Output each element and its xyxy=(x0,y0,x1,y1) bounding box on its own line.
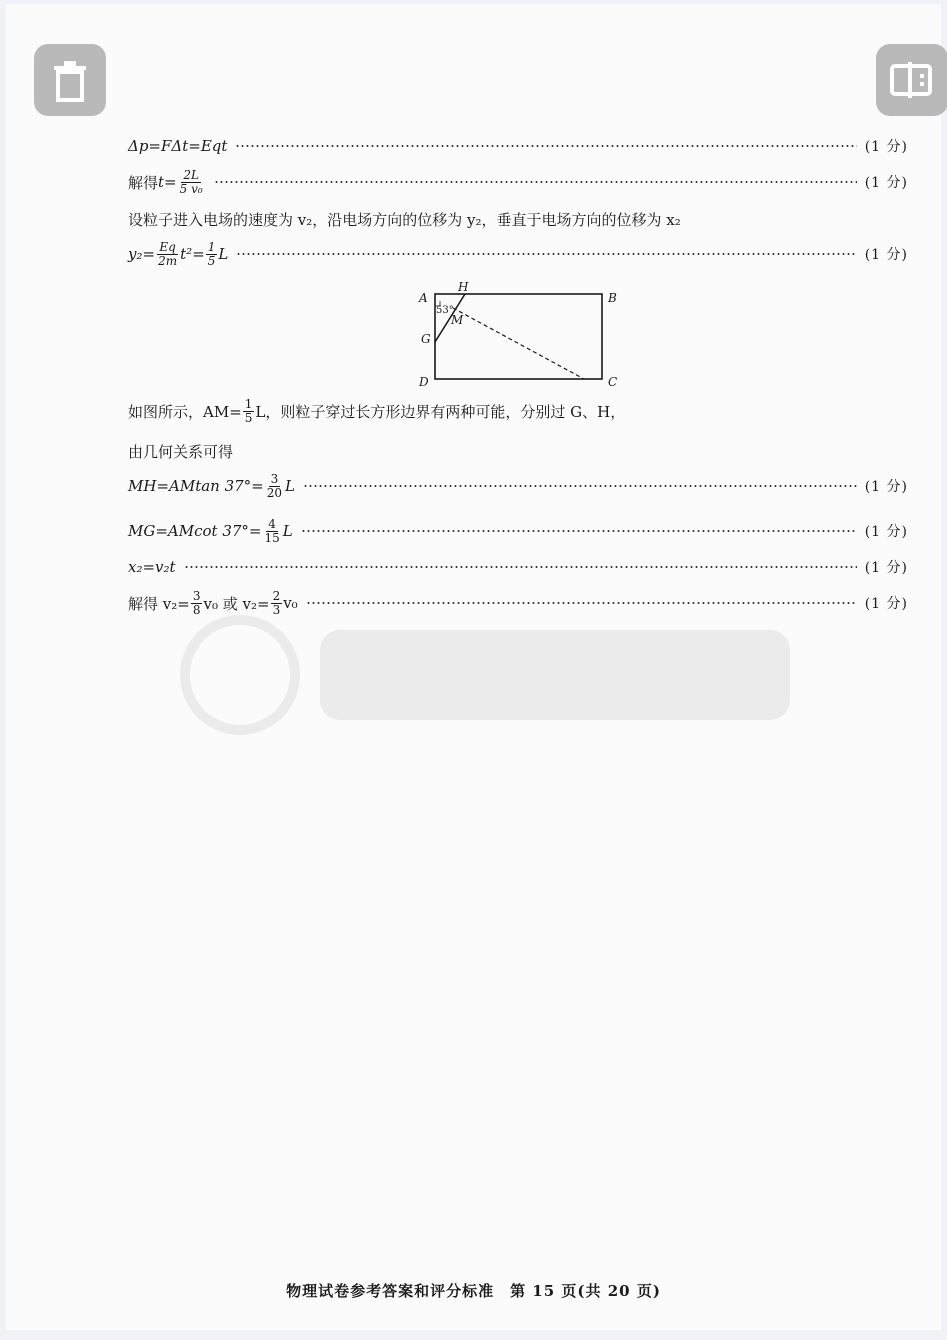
prefix: 解得 xyxy=(128,173,159,192)
variable: t xyxy=(158,173,165,191)
equation-text xyxy=(128,518,293,545)
equation-v2 xyxy=(128,588,908,618)
equation-text xyxy=(128,473,295,500)
split-screen-icon xyxy=(876,44,947,116)
dot-leader xyxy=(184,566,857,568)
pre: 解得 v₂= xyxy=(128,594,190,613)
score-label: (1 分) xyxy=(864,596,908,612)
score-label: (1 分) xyxy=(864,175,908,191)
post: L，则粒子穿过长方形边界有两种可能，分别过 G、H， xyxy=(255,403,626,421)
equation-momentum xyxy=(128,131,908,161)
equation-mg xyxy=(128,516,908,546)
equation-text xyxy=(128,241,228,268)
denominator: 15 xyxy=(264,530,280,545)
label-c: C xyxy=(608,375,618,389)
lhs: MH=AMtan 37°= xyxy=(128,477,264,495)
denominator: 8 xyxy=(192,602,201,617)
equation-text xyxy=(128,590,298,617)
pre: 如图所示，AM= xyxy=(128,403,242,421)
numerator: 3 xyxy=(192,588,201,603)
dot-leader xyxy=(214,181,857,183)
label-g: G xyxy=(421,332,431,346)
numerator: 1 xyxy=(244,397,253,411)
denominator: 5 v₀ xyxy=(179,181,203,196)
score-label: (1 分) xyxy=(864,479,908,495)
rectangle-diagram xyxy=(410,280,625,392)
tail: L xyxy=(282,522,293,540)
label-angle: 53° xyxy=(436,305,454,316)
equation-mh xyxy=(128,471,908,501)
numerator: 2 xyxy=(272,588,281,603)
dot-leader xyxy=(301,530,857,532)
trash-icon xyxy=(34,44,106,116)
fraction-1 xyxy=(191,590,203,617)
equation-y2 xyxy=(128,239,908,269)
denominator: 20 xyxy=(266,485,283,500)
equation-text: Δp=FΔt=Eqt xyxy=(128,137,228,155)
denominator: 5 xyxy=(244,411,253,425)
paragraph-geometry: 由几何关系可得 xyxy=(128,443,234,461)
tail: v₀ xyxy=(283,594,298,612)
lhs: y₂= xyxy=(128,245,156,263)
fraction-2 xyxy=(271,590,283,617)
fraction xyxy=(265,473,284,500)
equals: = xyxy=(164,173,177,191)
fraction xyxy=(262,518,281,545)
paragraph-figure-note xyxy=(128,398,625,425)
label-b: B xyxy=(608,291,617,305)
numerator: 1 xyxy=(207,239,216,254)
label-m: M xyxy=(451,313,464,327)
denominator: 2m xyxy=(158,253,178,268)
delete-button[interactable] xyxy=(34,44,106,116)
split-screen-button[interactable] xyxy=(876,44,947,116)
lhs: MG=AMcot 37°= xyxy=(128,522,262,540)
label-h: H xyxy=(458,280,469,294)
tail: L xyxy=(285,477,296,495)
mid: v₀ 或 v₂= xyxy=(203,594,270,613)
label-d: D xyxy=(419,375,429,389)
equation-x2 xyxy=(128,552,908,582)
rectangle-abcd xyxy=(435,294,602,379)
mid: t²= xyxy=(180,245,205,263)
equation-text xyxy=(128,169,206,196)
fraction xyxy=(243,398,255,425)
dot-leader xyxy=(236,253,856,255)
watermark-logo xyxy=(170,610,810,740)
numerator: 4 xyxy=(268,516,276,531)
fraction-1 xyxy=(156,241,179,268)
score-label: (1 分) xyxy=(864,524,908,540)
dot-leader xyxy=(303,485,857,487)
label-a: A xyxy=(419,291,428,305)
fraction xyxy=(178,169,205,196)
paragraph-setup: 设粒子进入电场的速度为 v₂，沿电场方向的位移为 y₂，垂直于电场方向的位移为 x₂ xyxy=(128,211,681,229)
score-label: (1 分) xyxy=(864,560,908,576)
denominator: 3 xyxy=(272,602,281,617)
numerator: Eq xyxy=(159,239,176,254)
fraction-2 xyxy=(206,241,218,268)
equation-text: x₂=v₂t xyxy=(128,558,176,576)
numerator: 3 xyxy=(270,471,279,486)
score-label: (1 分) xyxy=(864,247,908,263)
page-footer: 物理试卷参考答案和评分标准 第 15 页(共 20 页) xyxy=(286,1282,661,1300)
tail: L xyxy=(218,245,229,263)
dot-leader xyxy=(235,145,856,147)
numerator: 2L xyxy=(183,167,199,182)
dot-leader xyxy=(306,602,857,604)
equation-time xyxy=(128,167,908,197)
score-label: (1 分) xyxy=(864,139,908,155)
dashed-path xyxy=(453,308,584,379)
denominator: 5 xyxy=(207,253,216,268)
